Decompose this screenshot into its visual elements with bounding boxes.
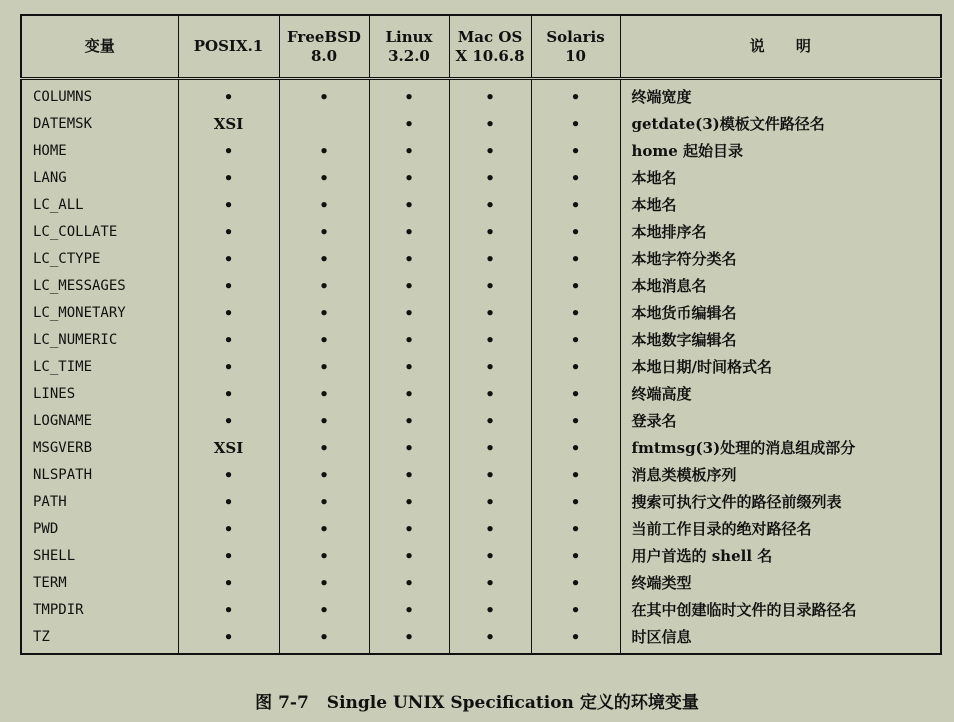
posix-support: • bbox=[178, 79, 279, 111]
table-header bbox=[21, 15, 941, 79]
solaris-support: • bbox=[531, 380, 620, 407]
table-row bbox=[21, 596, 941, 623]
macos-support: • bbox=[449, 515, 531, 542]
description: 本地名 bbox=[620, 191, 941, 218]
table-row bbox=[21, 461, 941, 488]
macos-support: • bbox=[449, 353, 531, 380]
solaris-support: • bbox=[531, 623, 620, 654]
posix-support: • bbox=[178, 245, 279, 272]
freebsd-support: • bbox=[279, 353, 369, 380]
posix-support: • bbox=[178, 326, 279, 353]
table-row bbox=[21, 137, 941, 164]
posix-support: • bbox=[178, 272, 279, 299]
table-row bbox=[21, 272, 941, 299]
macos-support: • bbox=[449, 434, 531, 461]
macos-support: • bbox=[449, 488, 531, 515]
variable-name: PATH bbox=[21, 488, 178, 515]
table-row bbox=[21, 191, 941, 218]
linux-support: • bbox=[369, 380, 449, 407]
solaris-support: • bbox=[531, 407, 620, 434]
solaris-support: • bbox=[531, 299, 620, 326]
header-line: X 10.6.8 bbox=[455, 46, 525, 65]
linux-support: • bbox=[369, 79, 449, 111]
posix-support: • bbox=[178, 299, 279, 326]
freebsd-support: • bbox=[279, 461, 369, 488]
header-description bbox=[620, 15, 941, 79]
table-row bbox=[21, 434, 941, 461]
table-row bbox=[21, 542, 941, 569]
variable-name: SHELL bbox=[21, 542, 178, 569]
freebsd-support: • bbox=[279, 326, 369, 353]
solaris-support: • bbox=[531, 569, 620, 596]
freebsd-support: • bbox=[279, 623, 369, 654]
linux-support: • bbox=[369, 407, 449, 434]
variable-name: DATEMSK bbox=[21, 110, 178, 137]
variable-name: TERM bbox=[21, 569, 178, 596]
header-line: 说 明 bbox=[749, 37, 811, 55]
variable-name: LC_TIME bbox=[21, 353, 178, 380]
linux-support: • bbox=[369, 488, 449, 515]
freebsd-support: • bbox=[279, 218, 369, 245]
posix-support: • bbox=[178, 596, 279, 623]
description: 本地字符分类名 bbox=[620, 245, 941, 272]
header-line: Solaris bbox=[546, 27, 605, 46]
table-row bbox=[21, 79, 941, 111]
description: 本地消息名 bbox=[620, 272, 941, 299]
linux-support: • bbox=[369, 164, 449, 191]
freebsd-support: • bbox=[279, 79, 369, 111]
header-freebsd bbox=[279, 15, 369, 79]
variable-name: COLUMNS bbox=[21, 79, 178, 111]
solaris-support: • bbox=[531, 542, 620, 569]
macos-support: • bbox=[449, 79, 531, 111]
description: 当前工作目录的绝对路径名 bbox=[620, 515, 941, 542]
description: 终端高度 bbox=[620, 380, 941, 407]
table-row bbox=[21, 515, 941, 542]
header-line: 8.0 bbox=[310, 46, 338, 65]
posix-support: • bbox=[178, 488, 279, 515]
solaris-support: • bbox=[531, 272, 620, 299]
table-row bbox=[21, 380, 941, 407]
solaris-support: • bbox=[531, 461, 620, 488]
description: 搜索可执行文件的路径前缀列表 bbox=[620, 488, 941, 515]
header-solaris bbox=[531, 15, 620, 79]
freebsd-support: • bbox=[279, 515, 369, 542]
freebsd-support: • bbox=[279, 164, 369, 191]
posix-support: • bbox=[178, 569, 279, 596]
linux-support: • bbox=[369, 353, 449, 380]
freebsd-support: • bbox=[279, 569, 369, 596]
environment-variable-table bbox=[20, 14, 942, 655]
solaris-support: • bbox=[531, 79, 620, 111]
freebsd-support bbox=[279, 110, 369, 137]
variable-name: LOGNAME bbox=[21, 407, 178, 434]
solaris-support: • bbox=[531, 164, 620, 191]
solaris-support: • bbox=[531, 596, 620, 623]
freebsd-support: • bbox=[279, 380, 369, 407]
linux-support: • bbox=[369, 515, 449, 542]
freebsd-support: • bbox=[279, 488, 369, 515]
macos-support: • bbox=[449, 137, 531, 164]
macos-support: • bbox=[449, 218, 531, 245]
posix-support: • bbox=[178, 542, 279, 569]
header-line: 变量 bbox=[84, 37, 115, 55]
freebsd-support: • bbox=[279, 542, 369, 569]
solaris-support: • bbox=[531, 515, 620, 542]
description: 终端类型 bbox=[620, 569, 941, 596]
freebsd-support: • bbox=[279, 434, 369, 461]
solaris-support: • bbox=[531, 434, 620, 461]
description: 终端宽度 bbox=[620, 79, 941, 111]
variable-name: LC_CTYPE bbox=[21, 245, 178, 272]
macos-support: • bbox=[449, 623, 531, 654]
freebsd-support: • bbox=[279, 299, 369, 326]
variable-name: LC_COLLATE bbox=[21, 218, 178, 245]
posix-support: • bbox=[178, 137, 279, 164]
macos-support: • bbox=[449, 299, 531, 326]
description: 本地货币编辑名 bbox=[620, 299, 941, 326]
freebsd-support: • bbox=[279, 272, 369, 299]
solaris-support: • bbox=[531, 353, 620, 380]
freebsd-support: • bbox=[279, 245, 369, 272]
variable-name: TMPDIR bbox=[21, 596, 178, 623]
macos-support: • bbox=[449, 164, 531, 191]
macos-support: • bbox=[449, 380, 531, 407]
solaris-support: • bbox=[531, 137, 620, 164]
description: 用户首选的 shell 名 bbox=[620, 542, 941, 569]
header-line: 10 bbox=[565, 46, 586, 65]
variable-name: LC_MESSAGES bbox=[21, 272, 178, 299]
description: 本地日期/时间格式名 bbox=[620, 353, 941, 380]
linux-support: • bbox=[369, 434, 449, 461]
linux-support: • bbox=[369, 110, 449, 137]
header-row bbox=[21, 15, 941, 79]
linux-support: • bbox=[369, 623, 449, 654]
description: 时区信息 bbox=[620, 623, 941, 654]
header-line: FreeBSD bbox=[287, 27, 361, 46]
solaris-support: • bbox=[531, 326, 620, 353]
header-line: POSIX.1 bbox=[193, 37, 264, 55]
macos-support: • bbox=[449, 326, 531, 353]
linux-support: • bbox=[369, 461, 449, 488]
macos-support: • bbox=[449, 191, 531, 218]
linux-support: • bbox=[369, 245, 449, 272]
description: 本地排序名 bbox=[620, 218, 941, 245]
header-macos bbox=[449, 15, 531, 79]
freebsd-support: • bbox=[279, 596, 369, 623]
macos-support: • bbox=[449, 272, 531, 299]
header-posix bbox=[178, 15, 279, 79]
linux-support: • bbox=[369, 569, 449, 596]
linux-support: • bbox=[369, 272, 449, 299]
table-row bbox=[21, 164, 941, 191]
variable-name: LINES bbox=[21, 380, 178, 407]
linux-support: • bbox=[369, 542, 449, 569]
posix-support: • bbox=[178, 218, 279, 245]
freebsd-support: • bbox=[279, 137, 369, 164]
table-row bbox=[21, 623, 941, 654]
macos-support: • bbox=[449, 461, 531, 488]
linux-support: • bbox=[369, 299, 449, 326]
posix-support: • bbox=[178, 353, 279, 380]
linux-support: • bbox=[369, 326, 449, 353]
posix-support: • bbox=[178, 380, 279, 407]
freebsd-support: • bbox=[279, 191, 369, 218]
description: 消息类模板序列 bbox=[620, 461, 941, 488]
solaris-support: • bbox=[531, 218, 620, 245]
posix-support: XSI bbox=[178, 110, 279, 137]
description: fmtmsg(3)处理的消息组成部分 bbox=[620, 434, 941, 461]
variable-name: LC_ALL bbox=[21, 191, 178, 218]
posix-support: • bbox=[178, 623, 279, 654]
macos-support: • bbox=[449, 407, 531, 434]
variable-name: PWD bbox=[21, 515, 178, 542]
linux-support: • bbox=[369, 191, 449, 218]
posix-support: • bbox=[178, 407, 279, 434]
description: 本地名 bbox=[620, 164, 941, 191]
description: 登录名 bbox=[620, 407, 941, 434]
header-linux bbox=[369, 15, 449, 79]
table-row bbox=[21, 299, 941, 326]
posix-support: • bbox=[178, 191, 279, 218]
macos-support: • bbox=[449, 569, 531, 596]
description: 本地数字编辑名 bbox=[620, 326, 941, 353]
description: 在其中创建临时文件的目录路径名 bbox=[620, 596, 941, 623]
variable-name: HOME bbox=[21, 137, 178, 164]
solaris-support: • bbox=[531, 110, 620, 137]
description: getdate(3)模板文件路径名 bbox=[620, 110, 941, 137]
table-row bbox=[21, 110, 941, 137]
table-row bbox=[21, 326, 941, 353]
linux-support: • bbox=[369, 218, 449, 245]
variable-name: LC_NUMERIC bbox=[21, 326, 178, 353]
table-row bbox=[21, 569, 941, 596]
posix-support: • bbox=[178, 164, 279, 191]
freebsd-support: • bbox=[279, 407, 369, 434]
macos-support: • bbox=[449, 245, 531, 272]
macos-support: • bbox=[449, 110, 531, 137]
table-row bbox=[21, 407, 941, 434]
solaris-support: • bbox=[531, 191, 620, 218]
solaris-support: • bbox=[531, 488, 620, 515]
header-line: Mac OS bbox=[457, 27, 523, 46]
header-line: Linux bbox=[385, 27, 433, 46]
posix-support: • bbox=[178, 461, 279, 488]
table-row bbox=[21, 218, 941, 245]
solaris-support: • bbox=[531, 245, 620, 272]
macos-support: • bbox=[449, 596, 531, 623]
variable-name: LANG bbox=[21, 164, 178, 191]
variable-name: TZ bbox=[21, 623, 178, 654]
caption-label: 图 7-7 bbox=[255, 693, 309, 713]
variable-name: NLSPATH bbox=[21, 461, 178, 488]
posix-support: XSI bbox=[178, 434, 279, 461]
table-row bbox=[21, 245, 941, 272]
posix-support: • bbox=[178, 515, 279, 542]
macos-support: • bbox=[449, 542, 531, 569]
linux-support: • bbox=[369, 596, 449, 623]
table-body bbox=[21, 79, 941, 655]
variable-name: MSGVERB bbox=[21, 434, 178, 461]
description: home 起始目录 bbox=[620, 137, 941, 164]
figure-caption bbox=[0, 688, 954, 713]
variable-name: LC_MONETARY bbox=[21, 299, 178, 326]
header-variable bbox=[21, 15, 178, 79]
table-row bbox=[21, 488, 941, 515]
header-line: 3.2.0 bbox=[388, 46, 430, 65]
caption-text: Single UNIX Specification 定义的环境变量 bbox=[326, 693, 699, 713]
table-row bbox=[21, 353, 941, 380]
linux-support: • bbox=[369, 137, 449, 164]
